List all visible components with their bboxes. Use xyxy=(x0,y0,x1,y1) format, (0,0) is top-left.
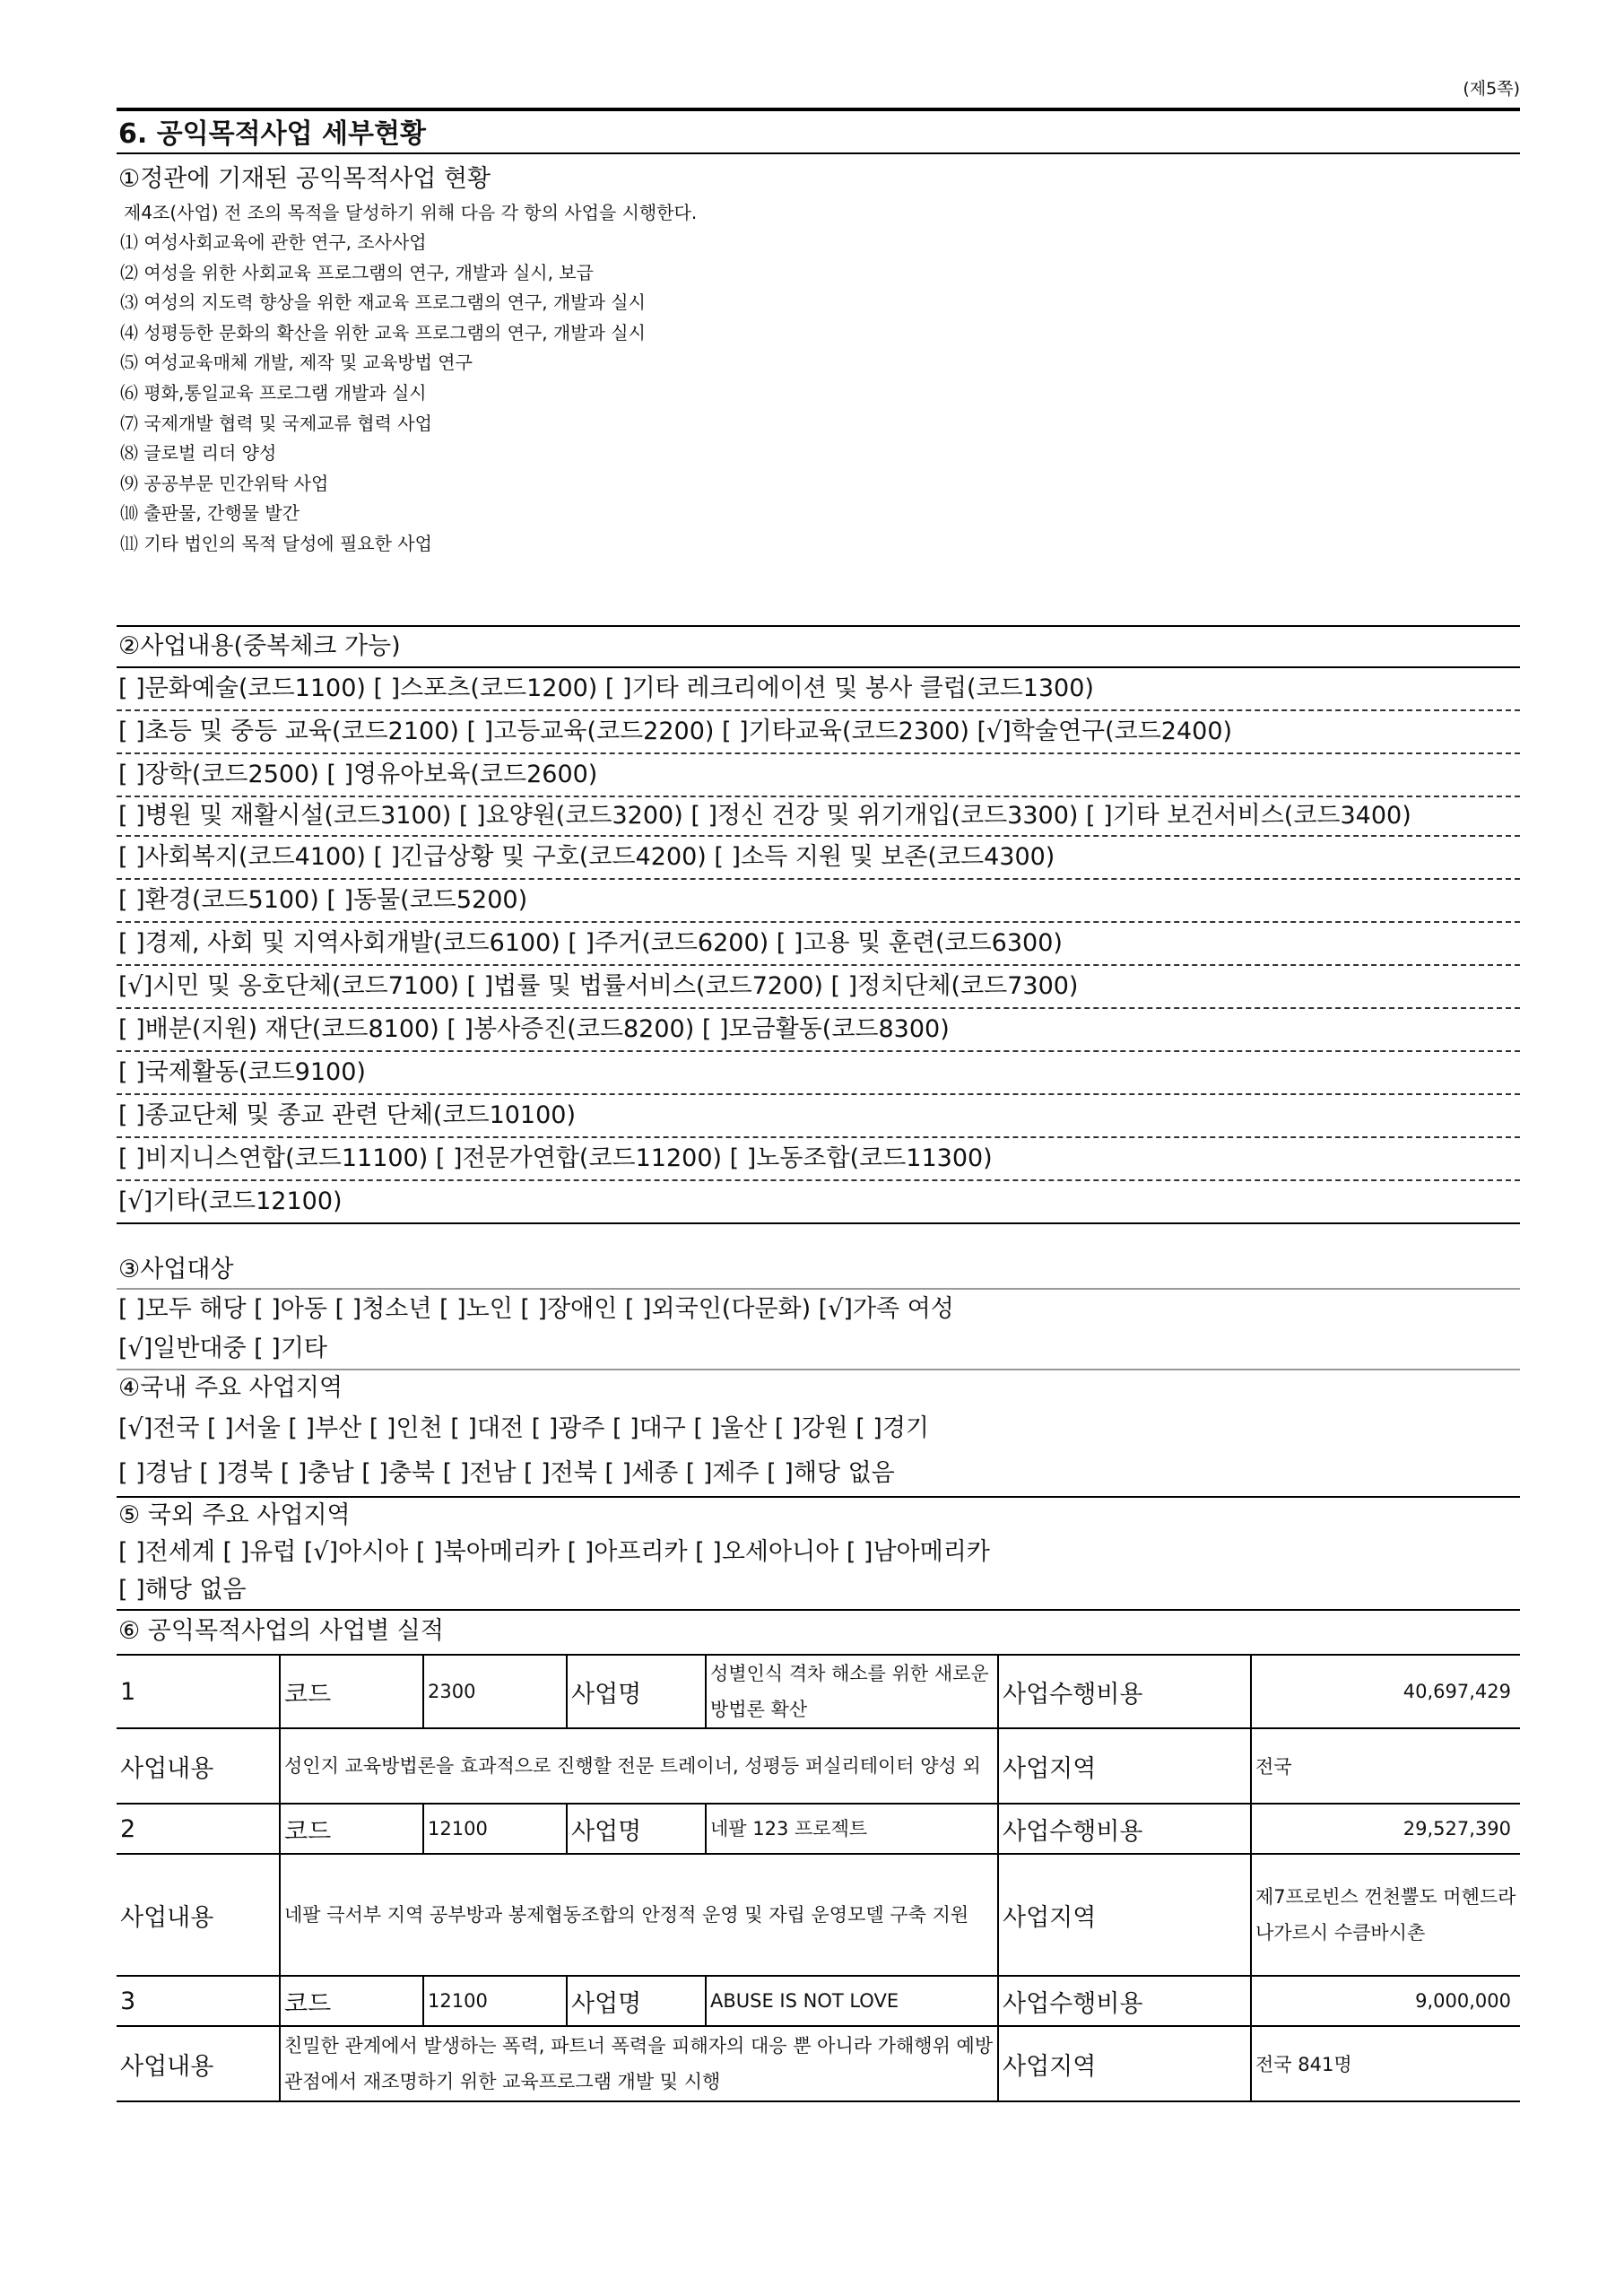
table-row xyxy=(117,1804,1520,1854)
project-name: 성별인식 격차 해소를 위한 새로운 방법론 확산 xyxy=(706,1655,998,1728)
charter-item: ⑹ 평화,통일교육 프로그램 개발과 실시 xyxy=(120,381,427,404)
business-content-row: [ ]배분(지원) 재단(코드8100) [ ]봉사증진(코드8200) [ ]모금활동(코드8300) xyxy=(117,1009,1520,1052)
code-label: 코드 xyxy=(280,1655,423,1728)
project-content: 성인지 교육방법론을 효과적으로 진행할 전문 트레이너, 성평등 퍼실리테이터 양성 외 xyxy=(280,1728,998,1804)
project-region: 전국 xyxy=(1251,1728,1520,1804)
project-cost: 40,697,429 xyxy=(1251,1655,1520,1728)
project-number: 3 xyxy=(117,1976,280,2026)
business-content-row: [ ]병원 및 재활시설(코드3100) [ ]요양원(코드3200) [ ]정신 건강 및 위기개입(코드3300) [ ]기타 보건서비스(코드3400) xyxy=(117,797,1520,837)
content-label: 사업내용 xyxy=(117,1854,280,1976)
performance-table xyxy=(117,1654,1520,2102)
code-label: 코드 xyxy=(280,1804,423,1854)
project-cost: 29,527,390 xyxy=(1251,1804,1520,1854)
business-content-row: [ ]사회복지(코드4100) [ ]긴급상황 및 구호(코드4200) [ ]소득 지원 및 보존(코드4300) xyxy=(117,837,1520,880)
business-target-row: [√]일반대중 [ ]기타 xyxy=(117,1329,1520,1370)
project-content: 친밀한 관계에서 발생하는 폭력, 파트너 폭력을 피해자의 대응 뿐 아니라 가해행위 예방 관점에서 재조명하기 위한 교육프로그램 개발 및 시행 xyxy=(280,2026,998,2101)
name-label: 사업명 xyxy=(567,1804,706,1854)
business-content-row: [ ]비지니스연합(코드11100) [ ]전문가연합(코드11200) [ ]노동조합(코드11300) xyxy=(117,1138,1520,1181)
business-content-row: [ ]환경(코드5100) [ ]동물(코드5200) xyxy=(117,880,1520,923)
project-region: 제7프로빈스 껀천뿔도 머헨드라나가르시 수큼바시촌 xyxy=(1251,1854,1520,1976)
project-content: 네팔 극서부 지역 공부방과 봉제협동조합의 안정적 운영 및 자립 운영모델 구축 지원 xyxy=(280,1854,998,1976)
project-code: 2300 xyxy=(423,1655,567,1728)
project-number: 1 xyxy=(117,1655,280,1728)
business-content-row: [ ]문화예술(코드1100) [ ]스포츠(코드1200) [ ]기타 레크리에이션 및 봉사 클럽(코드1300) xyxy=(117,666,1520,711)
performance-title: ⑥ 공익목적사업의 사업별 실적 xyxy=(118,1617,444,1645)
table-row xyxy=(117,1655,1520,1728)
table-row xyxy=(117,1976,1520,2026)
business-target-row: [ ]모두 해당 [ ]아동 [ ]청소년 [ ]노인 [ ]장애인 [ ]외국인(다문화) [√]가족 여성 xyxy=(117,1288,1520,1329)
business-content-row: [√]기타(코드12100) xyxy=(117,1181,1520,1224)
overseas-region-row: [ ]해당 없음 xyxy=(117,1571,1520,1611)
charter-item: ⑺ 국제개발 협력 및 국제교류 협력 사업 xyxy=(120,412,432,434)
table-row xyxy=(117,1728,1520,1804)
domestic-region-row: [ ]경남 [ ]경북 [ ]충남 [ ]충북 [ ]전남 [ ]전북 [ ]세종 [ ]제주 [ ]해당 없음 xyxy=(117,1451,1520,1498)
project-name: 네팔 123 프로젝트 xyxy=(706,1804,998,1854)
name-label: 사업명 xyxy=(567,1976,706,2026)
business-content-row: [ ]경제, 사회 및 지역사회개발(코드6100) [ ]주거(코드6200) [ ]고용 및 훈련(코드6300) xyxy=(117,923,1520,966)
project-cost: 9,000,000 xyxy=(1251,1976,1520,2026)
charter-item: ⑼ 공공부문 민간위탁 사업 xyxy=(120,472,329,494)
charter-item: ⑾ 기타 법인의 목적 달성에 필요한 사업 xyxy=(120,532,432,554)
charter-item: ⑸ 여성교육매체 개발, 제작 및 교육방법 연구 xyxy=(120,352,473,374)
project-region: 전국 841명 xyxy=(1251,2026,1520,2101)
table-row xyxy=(117,2026,1520,2101)
content-label: 사업내용 xyxy=(117,2026,280,2101)
region-label: 사업지역 xyxy=(998,1728,1251,1804)
charter-item: ⑷ 성평등한 문화의 확산을 위한 교육 프로그램의 연구, 개발과 실시 xyxy=(120,321,646,344)
region-label: 사업지역 xyxy=(998,2026,1251,2101)
table-row xyxy=(117,1854,1520,1976)
page-number: (제5쪽) xyxy=(1463,79,1520,99)
charter-item: ⑻ 글로벌 리더 양성 xyxy=(120,442,277,465)
project-name: ABUSE IS NOT LOVE xyxy=(706,1976,998,2026)
charter-item: ⑽ 출판물, 간행물 발간 xyxy=(120,502,300,525)
business-content-row: [ ]초등 및 중등 교육(코드2100) [ ]고등교육(코드2200) [ ]기타교육(코드2300) [√]학술연구(코드2400) xyxy=(117,711,1520,754)
cost-label: 사업수행비용 xyxy=(998,1804,1251,1854)
charter-business-title: ①정관에 기재된 공익목적사업 현황 xyxy=(118,165,491,193)
target-region-section xyxy=(117,1252,1520,1652)
section-title: 6. 공익목적사업 세부현황 xyxy=(117,108,1520,154)
project-code: 12100 xyxy=(423,1976,567,2026)
charter-item: ⑴ 여성사회교육에 관한 연구, 조사사업 xyxy=(120,231,427,253)
project-code: 12100 xyxy=(423,1804,567,1854)
business-content-row: [ ]장학(코드2500) [ ]영유아보육(코드2600) xyxy=(117,754,1520,797)
overseas-region-title: ⑤ 국외 주요 사업지역 xyxy=(118,1501,351,1529)
code-label: 코드 xyxy=(280,1976,423,2026)
region-label: 사업지역 xyxy=(998,1854,1251,1976)
business-content-section xyxy=(117,625,1520,1224)
cost-label: 사업수행비용 xyxy=(998,1655,1251,1728)
domestic-region-title: ④국내 주요 사업지역 xyxy=(118,1374,343,1402)
business-content-row: [√]시민 및 옹호단체(코드7100) [ ]법률 및 법률서비스(코드7200) [ ]정치단체(코드7300) xyxy=(117,966,1520,1009)
domestic-region-row: [√]전국 [ ]서울 [ ]부산 [ ]인천 [ ]대전 [ ]광주 [ ]대구 [ ]울산 [ ]강원 [ ]경기 xyxy=(118,1414,930,1442)
business-content-title: ②사업내용(중복체크 가능) xyxy=(117,625,1520,666)
charter-item: ⑵ 여성을 위한 사회교육 프로그램의 연구, 개발과 실시, 보급 xyxy=(120,261,594,283)
name-label: 사업명 xyxy=(567,1655,706,1728)
article-text: 제4조(사업) 전 조의 목적을 달성하기 위해 다음 각 항의 사업을 시행한다. xyxy=(124,202,698,223)
business-content-row: [ ]국제활동(코드9100) xyxy=(117,1052,1520,1095)
content-label: 사업내용 xyxy=(117,1728,280,1804)
charter-business-section xyxy=(117,161,1520,560)
project-number: 2 xyxy=(117,1804,280,1854)
charter-item: ⑶ 여성의 지도력 향상을 위한 재교육 프로그램의 연구, 개발과 실시 xyxy=(120,291,646,314)
business-content-row: [ ]종교단체 및 종교 관련 단체(코드10100) xyxy=(117,1095,1520,1138)
overseas-region-row: [ ]전세계 [ ]유럽 [√]아시아 [ ]북아메리카 [ ]아프리카 [ ]오세아니아 [ ]남아메리카 xyxy=(118,1538,990,1566)
cost-label: 사업수행비용 xyxy=(998,1976,1251,2026)
business-target-title: ③사업대상 xyxy=(118,1256,234,1283)
